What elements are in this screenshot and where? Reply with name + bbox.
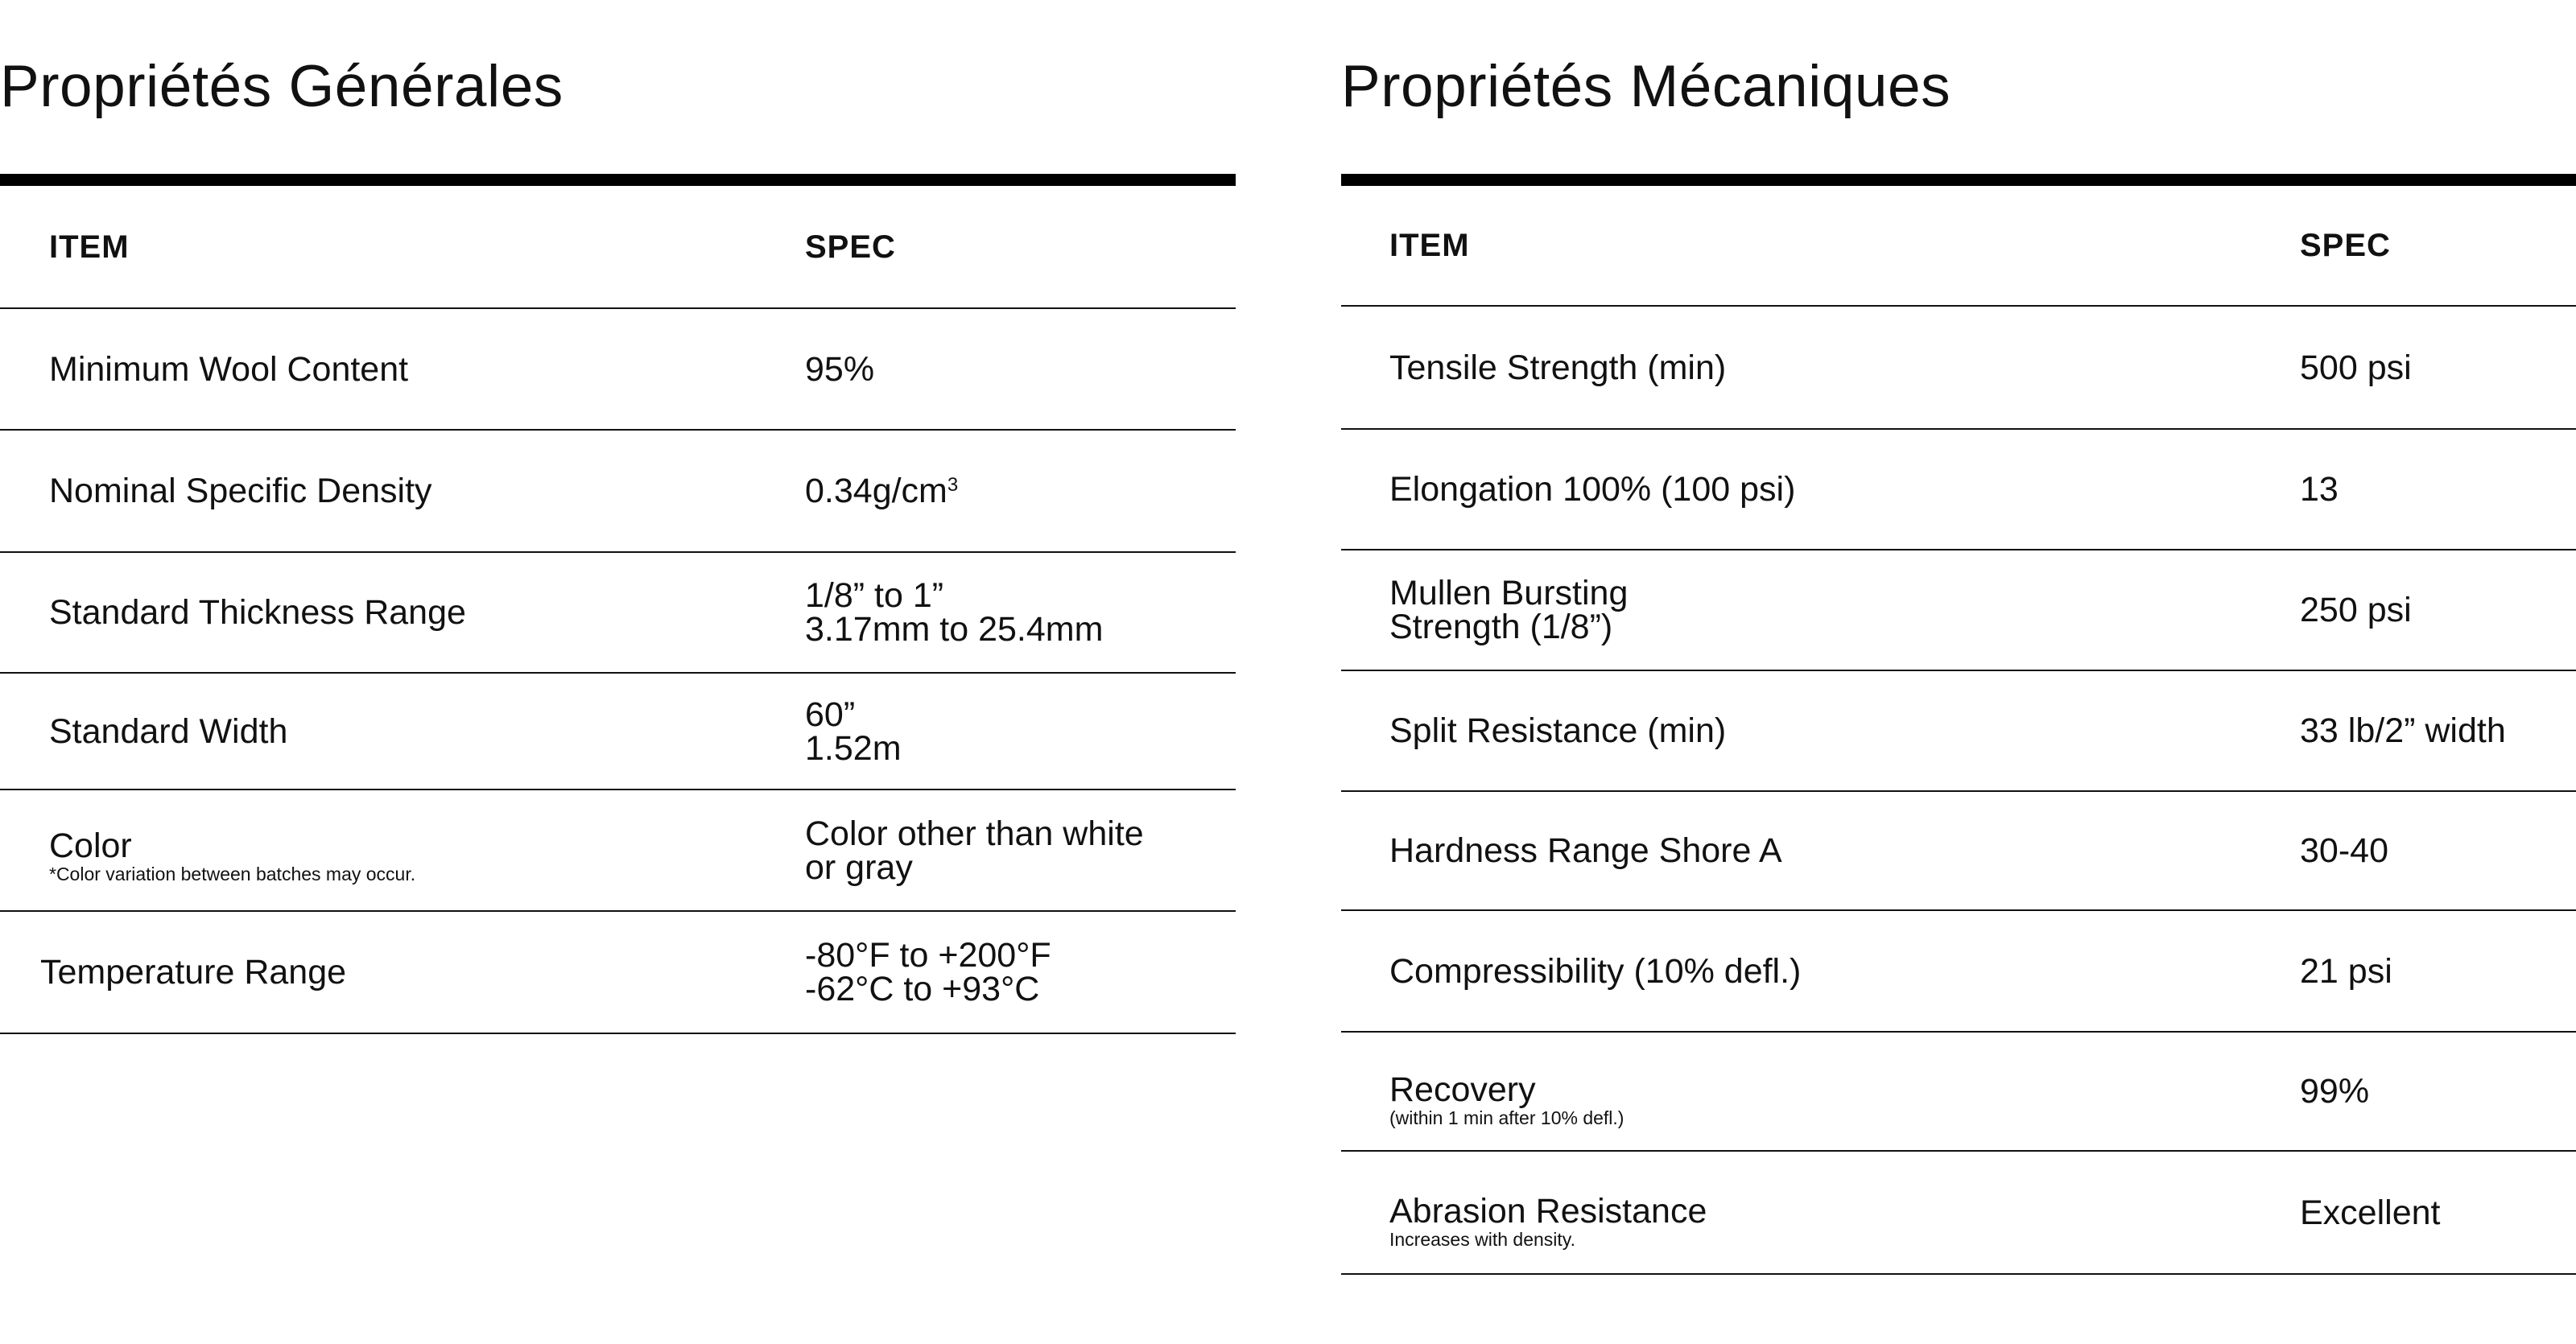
table-header-row xyxy=(1341,186,2576,307)
spec-line-2: -62°C to +93°C xyxy=(805,970,1040,1008)
title-divider xyxy=(0,174,1236,186)
title-divider xyxy=(1341,174,2576,186)
item-column-header: ITEM xyxy=(1389,228,1470,263)
spec-value xyxy=(805,814,1144,887)
general-properties-title: Propriétés Générales xyxy=(0,54,564,119)
item-line-2: Strength (1/8”) xyxy=(1389,608,1613,646)
spec-value: 13 xyxy=(2300,470,2339,509)
spec-line-1: 60” xyxy=(805,695,856,734)
item-label: Minimum Wool Content xyxy=(49,349,409,389)
item-label: Split Resistance (min) xyxy=(1389,711,1727,750)
spec-value xyxy=(805,474,958,508)
item-label: Standard Thickness Range xyxy=(49,593,466,632)
item-footnote: Increases with density. xyxy=(1389,1228,1575,1250)
item-footnote: (within 1 min after 10% defl.) xyxy=(1389,1107,1624,1128)
spec-line-1: -80°F to +200°F xyxy=(805,936,1051,975)
item-label-text: Abrasion Resistance xyxy=(1389,1191,1707,1231)
spec-value: 250 psi xyxy=(2300,591,2412,629)
spec-line-2: or gray xyxy=(805,847,913,887)
table-row xyxy=(1341,307,2576,430)
spec-line-1: Color other than white xyxy=(805,814,1144,853)
item-label: Standard Width xyxy=(49,711,288,751)
spec-value xyxy=(805,576,1104,649)
spec-line-1: 1/8” to 1” xyxy=(805,576,944,615)
table-row xyxy=(0,912,1236,1034)
table-row xyxy=(1341,911,2576,1033)
item-label: Temperature Range xyxy=(40,953,347,992)
spec-value: 99% xyxy=(2300,1072,2370,1111)
spec-value xyxy=(805,695,902,768)
table-row xyxy=(0,790,1236,912)
table-header-row xyxy=(0,186,1236,309)
spec-value xyxy=(805,938,1051,1006)
spec-value: 95% xyxy=(805,349,875,389)
spec-column-header: SPEC xyxy=(2300,228,2391,263)
table-row xyxy=(1341,1152,2576,1275)
item-label: Tensile Strength (min) xyxy=(1389,348,1727,387)
table-row xyxy=(1341,1033,2576,1152)
item-line-1: Mullen Bursting xyxy=(1389,574,1629,612)
item-label: Nominal Specific Density xyxy=(49,472,432,510)
table-row xyxy=(0,674,1236,790)
item-label-text: Color xyxy=(49,826,132,865)
table-row xyxy=(1341,550,2576,671)
spec-column-header: SPEC xyxy=(805,229,896,265)
item-label: Compressibility (10% defl.) xyxy=(1389,951,1802,991)
table-row xyxy=(1341,792,2576,911)
item-footnote: *Color variation between batches may occur. xyxy=(49,863,416,884)
spec-value: 21 psi xyxy=(2300,951,2392,991)
item-label: Hardness Range Shore A xyxy=(1389,831,1782,870)
spec-value: 500 psi xyxy=(2300,348,2412,387)
table-row xyxy=(1341,671,2576,792)
table-row xyxy=(0,309,1236,431)
spec-superscript: 3 xyxy=(947,474,959,496)
item-label xyxy=(1389,576,1628,644)
mechanical-properties-title: Propriétés Mécaniques xyxy=(1341,54,1951,119)
table-row xyxy=(0,553,1236,674)
item-label xyxy=(1389,1070,1624,1129)
spec-line-2: 1.52m xyxy=(805,728,902,768)
spec-line-2: 3.17mm to 25.4mm xyxy=(805,610,1104,649)
item-label-text: Recovery xyxy=(1389,1070,1536,1109)
spec-value: 30-40 xyxy=(2300,831,2388,870)
table-row xyxy=(0,431,1236,553)
item-label xyxy=(49,826,416,885)
item-label: Elongation 100% (100 psi) xyxy=(1389,470,1796,509)
spec-value: Excellent xyxy=(2300,1193,2441,1232)
spec-value: 33 lb/2” width xyxy=(2300,711,2506,750)
item-column-header: ITEM xyxy=(49,229,130,265)
item-label xyxy=(1389,1191,1707,1251)
table-row xyxy=(1341,430,2576,550)
spec-value-text: 0.34g/cm xyxy=(805,472,947,510)
